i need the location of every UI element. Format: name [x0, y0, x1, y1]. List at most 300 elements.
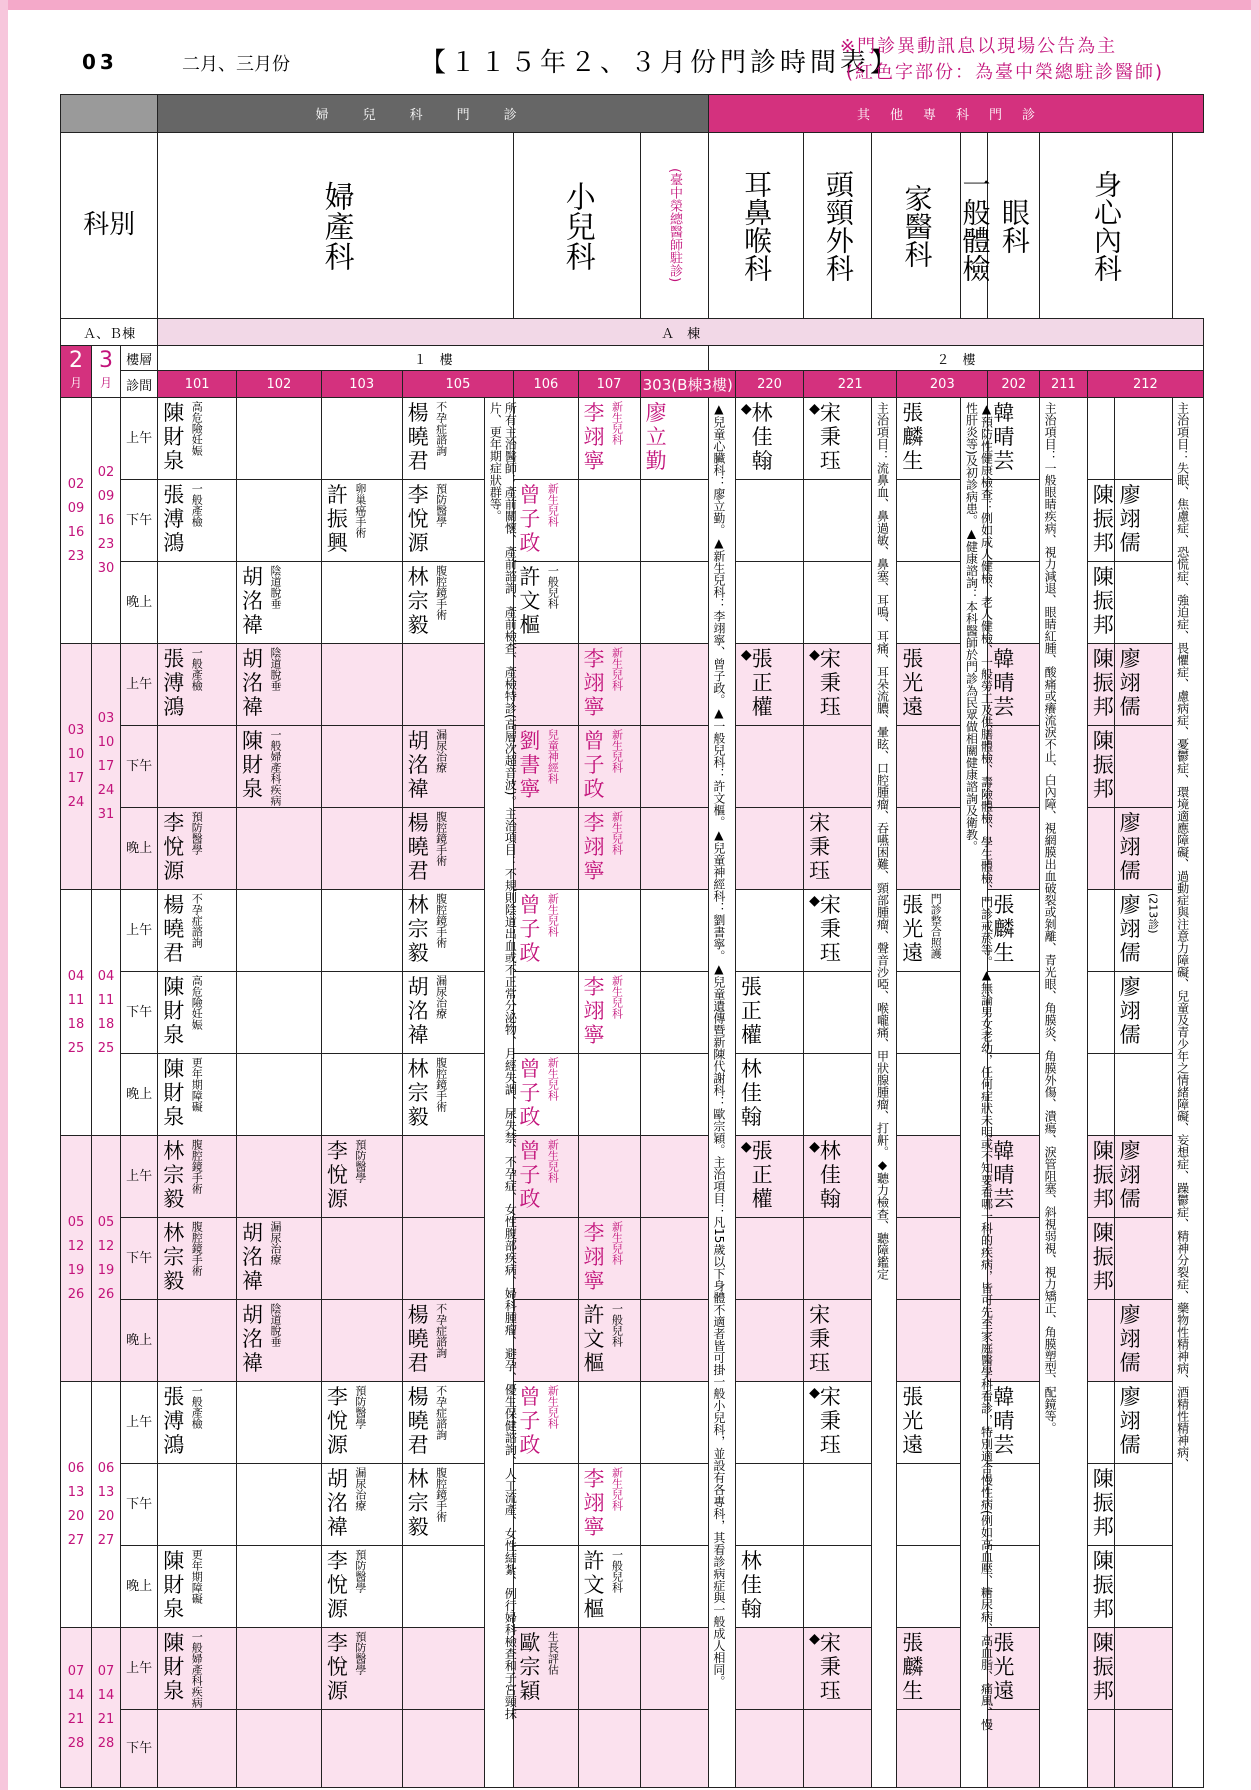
doctor-name: 林佳翰: [740, 1057, 762, 1129]
session-am: 上午: [121, 1382, 158, 1464]
psych-notes: [1172, 398, 1203, 1788]
slot-101-wed-am: [158, 890, 236, 971]
slot-106-fri-am: [514, 1382, 577, 1463]
service-tag: 新生兒科: [546, 1385, 560, 1429]
dept-peds: 小兒科: [514, 133, 640, 319]
doctor-name: 劉書寧: [519, 729, 541, 801]
doctor-name: 許文樞: [519, 565, 541, 637]
service-tag: 新生兒科: [546, 1139, 560, 1183]
slot-211-thu-pm: [1088, 1218, 1114, 1293]
service-tag: 陰道脫垂: [268, 565, 282, 609]
doctor-name: 胡洺褘: [407, 729, 429, 801]
session-eve: 晚上: [121, 1300, 158, 1382]
doctor-name: 林宗毅: [407, 893, 429, 965]
doctor-name: 陳財泉: [163, 1549, 185, 1621]
slot-203-wed-am: [897, 890, 960, 971]
doctor-name: 胡洺褘: [241, 647, 263, 719]
session-pm: 下午: [121, 1464, 158, 1546]
slot-106-mon-pm: [514, 480, 577, 561]
slot-102-tue-am: [237, 644, 321, 725]
slot-102-tue-pm: [237, 726, 321, 807]
slot-202-fri-am: [988, 1382, 1039, 1457]
dates-mar-fri: 06 13 20 27: [92, 1382, 121, 1628]
slot-107-tue-eve: [579, 808, 640, 889]
doctor-name: 廖翊儒: [1119, 1139, 1141, 1211]
doctor-name: 陳財泉: [163, 401, 185, 473]
slot-106-sat-am: [514, 1628, 577, 1709]
slot-105-mon-pm: [403, 480, 485, 561]
doctor-name: 張麟生: [993, 893, 1015, 965]
doctor-name: 李悅源: [326, 1549, 348, 1621]
doctor-name: 許文樞: [583, 1303, 605, 1375]
slot-220-wed-eve: [736, 1054, 803, 1129]
doctor-name: 曾子政: [519, 893, 541, 965]
ent-note-text: 主治項目：流鼻血、鼻過敏、鼻塞、耳鳴、耳痛、耳朵流膿、暈眩、口腔腫瘤、吞嚥困難、頸部腫瘤、聲音沙啞、喉嚨痛、甲狀腺腫瘤、打鼾。◆聽力檢查、聽障鑑定: [875, 402, 890, 1280]
slot-220-thu-am: ◆ 張正權: [736, 1136, 803, 1211]
slot-103-mon-pm: [322, 480, 402, 561]
slot-212-thu-eve: [1115, 1300, 1172, 1375]
doctor-name: 張溥鴻: [163, 647, 185, 719]
service-tag: 新生兒科: [546, 1057, 560, 1101]
service-tag: 新生兒科: [610, 975, 624, 1019]
doctor-name: 廖翊儒: [1119, 1385, 1141, 1457]
doctor-name: 曾子政: [519, 1057, 541, 1129]
floor-1: １ 樓: [158, 346, 709, 371]
slot-105-tue-eve: [403, 808, 485, 889]
slot-203-sat-am: [897, 1628, 960, 1703]
service-tag: 新生兒科: [610, 811, 624, 855]
slot-221-thu-eve: [804, 1300, 871, 1375]
slot-103-sat-am: [322, 1628, 402, 1709]
slot-211-mon-eve: [1088, 562, 1114, 637]
slot-220-wed-pm: [736, 972, 803, 1047]
slot-101-fri-eve: [158, 1546, 236, 1627]
slot-107-tue-am: [579, 644, 640, 725]
floor-2: ２ 樓: [708, 346, 1203, 371]
eye-note-text: 主治項目：一般眼睛疾病、視力減退、眼睛紅腫、酸痛或癢流淚不止、白內障、視網膜出血破裂或剝離、青光眼、角膜炎、角膜外傷、潰瘍、淚管阻塞、斜視弱視、視力矯正、角膜塑型、配鏡等。: [1043, 402, 1058, 1434]
doctor-name: 張正權: [751, 1139, 773, 1211]
doctor-name: 李翊寧: [583, 1467, 605, 1539]
slot-103-fri-pm: [322, 1464, 402, 1545]
slot-211-tue-pm: [1088, 726, 1114, 801]
service-tag: 門診整合照護: [929, 893, 943, 959]
dates-mar-tue: 03 10 17 24 31: [92, 644, 121, 890]
dates-feb-fri: 06 13 20 27: [61, 1382, 92, 1628]
dates-mar-sat: 07 14 21 28: [92, 1628, 121, 1788]
doctor-name: 胡洺褘: [241, 1303, 263, 1375]
dates-mar-thu: 05 12 19 26: [92, 1136, 121, 1382]
room-103: 103: [321, 371, 402, 398]
slot-105-wed-am: [403, 890, 485, 971]
service-tag: (213診): [1146, 893, 1160, 934]
notice-2: (紅色字部份：為臺中榮總駐診醫師): [846, 62, 1165, 83]
room-212: 212: [1087, 371, 1203, 398]
doctor-name: 林宗毅: [407, 1057, 429, 1129]
dates-feb-wed: 04 11 18 25: [61, 890, 92, 1136]
service-tag: 一般兒科: [610, 1303, 624, 1347]
slot-102-mon-eve: [237, 562, 321, 643]
doctor-name: 李悅源: [326, 1631, 348, 1703]
doctor-name: 宋秉珏: [819, 1631, 841, 1703]
session-pm: 下午: [121, 726, 158, 808]
service-tag: 陰道脫垂: [268, 647, 282, 691]
service-tag: 一般產檢: [190, 647, 204, 691]
slot-101-thu-pm: [158, 1218, 236, 1299]
doctor-name: 陳財泉: [163, 1631, 185, 1703]
doctor-name: 韓晴芸: [993, 647, 1015, 719]
ent-notes: [872, 398, 897, 1788]
doctor-name: 廖翊儒: [1119, 893, 1141, 965]
doctor-name: 陳財泉: [241, 729, 263, 801]
month-3: 3: [99, 347, 114, 373]
session-am: 上午: [121, 890, 158, 972]
doctor-name: 李悅源: [407, 483, 429, 555]
session-am: 上午: [121, 1136, 158, 1218]
doctor-name: 宋秉珏: [819, 893, 841, 965]
slot-106-thu-am: [514, 1136, 577, 1217]
dept-obgyn: 婦產科: [158, 133, 514, 319]
dept-eye: 眼科: [988, 133, 1040, 319]
dept-family: 家醫科: [872, 133, 961, 319]
service-tag: 預防醫學: [190, 811, 204, 855]
dept-checkup: 一般體檢: [961, 133, 988, 319]
service-tag: 高危險妊娠: [190, 401, 204, 456]
session-am: 上午: [121, 644, 158, 726]
dept-psych: 身心內科: [1040, 133, 1172, 319]
slot-105-wed-eve: [403, 1054, 485, 1135]
service-tag: 新生兒科: [610, 729, 624, 773]
doctor-name: 韓晴芸: [993, 1385, 1015, 1457]
doctor-name: 曾子政: [519, 1385, 541, 1457]
session-pm: 下午: [121, 1218, 158, 1300]
doctor-name: 李悅源: [326, 1385, 348, 1457]
session-eve: 晚上: [121, 1546, 158, 1628]
service-tag: 新生兒科: [610, 1221, 624, 1265]
doctor-name: 陳振邦: [1092, 1631, 1114, 1703]
service-tag: 腹腔鏡手術: [434, 1057, 448, 1112]
doctor-name: 張光遠: [902, 893, 924, 965]
slot-105-wed-pm: [403, 972, 485, 1053]
dates-mar-wed: 04 11 18 25: [92, 890, 121, 1136]
slot-220-mon-am: ◆ 林佳翰: [736, 398, 803, 473]
doctor-name: 陳振邦: [1092, 483, 1114, 555]
doctor-name: 張麟生: [902, 401, 924, 473]
doctor-name: 宋秉珏: [809, 1303, 831, 1375]
slot-107-thu-pm: [579, 1218, 640, 1299]
slot-102-thu-eve: [237, 1300, 321, 1381]
doctor-name: 林宗毅: [407, 1467, 429, 1539]
session-eve: 晚上: [121, 1054, 158, 1136]
slot-211-tue-am: [1088, 644, 1114, 719]
doctor-name: 張光遠: [902, 1385, 924, 1457]
slot-211-thu-am: [1088, 1136, 1114, 1211]
service-tag: 預防醫學: [434, 483, 448, 527]
dept-neuro: 頭頸外科: [804, 133, 872, 319]
service-tag: 腹腔鏡手術: [190, 1221, 204, 1276]
slot-105-thu-eve: [403, 1300, 485, 1381]
service-tag: 更年期障礙: [190, 1057, 204, 1112]
slot-105-tue-pm: [403, 726, 485, 807]
dates-feb-sat: 07 14 21 28: [61, 1628, 92, 1788]
floor-label: 樓層: [121, 346, 158, 371]
dates-feb-thu: 05 12 19 26: [61, 1136, 92, 1382]
doctor-name: 廖翊儒: [1119, 647, 1141, 719]
doctor-name: 林佳翰: [751, 401, 773, 473]
page-title: 【１１５年２、３月份門診時間表】: [420, 48, 901, 78]
family-notes: [961, 398, 994, 1788]
doctor-name: 林宗毅: [163, 1221, 185, 1293]
service-tag: 一般兒科: [546, 565, 560, 609]
slot-101-wed-pm: [158, 972, 236, 1053]
obgyn-notes: [485, 398, 518, 1788]
doctor-name: 廖翊儒: [1119, 1303, 1141, 1375]
doctor-name: 陳財泉: [163, 1057, 185, 1129]
service-tag: 預防醫學: [353, 1139, 367, 1183]
session-am: 上午: [121, 398, 158, 480]
month-3-header: [92, 346, 121, 398]
month-2: 2: [69, 347, 84, 373]
doctor-name: 廖翊儒: [1119, 811, 1141, 883]
slot-103-fri-eve: [322, 1546, 402, 1627]
room-220: 220: [735, 371, 803, 398]
service-tag: 腹腔鏡手術: [434, 811, 448, 866]
slot-211-sat-am: [1088, 1628, 1114, 1703]
slot-202-sat-am: [988, 1628, 1039, 1703]
dept-peds-note: (臺中榮總醫師駐診): [640, 133, 708, 319]
service-tag: 一般婦產科疾病: [190, 1631, 204, 1708]
slot-101-tue-eve: [158, 808, 236, 889]
dates-feb-mon: 02 09 16 23: [61, 398, 92, 644]
slot-107-fri-eve: [579, 1546, 640, 1627]
slot-212-wed-pm: [1115, 972, 1172, 1047]
slot-221-fri-am: ◆ 宋秉珏: [804, 1382, 871, 1457]
slot-106-tue-pm: [514, 726, 577, 807]
doctor-name: 宋秉珏: [819, 647, 841, 719]
doctor-name: 張溥鴻: [163, 1385, 185, 1457]
doctor-name: 許振興: [326, 483, 348, 555]
room-106: 106: [514, 371, 578, 398]
service-tag: 一般產檢: [190, 483, 204, 527]
slot-211-mon-pm: [1088, 480, 1114, 555]
slot-101-thu-am: [158, 1136, 236, 1217]
service-tag: 新生兒科: [546, 483, 560, 527]
service-tag: 漏尿治療: [434, 729, 448, 773]
slot-212-thu-am: [1115, 1136, 1172, 1211]
slot-221-sat-am: ◆ 宋秉珏: [804, 1628, 871, 1703]
slot-303-mon-am: [641, 398, 708, 473]
doctor-name: 胡洺褘: [241, 565, 263, 637]
page-months: 二月、三月份: [182, 54, 290, 75]
doctor-name: 陳財泉: [163, 975, 185, 1047]
month-unit: 月: [100, 375, 113, 390]
session-eve: 晚上: [121, 562, 158, 644]
slot-102-thu-pm: [237, 1218, 321, 1299]
corner-cell: [61, 95, 158, 133]
slot-106-wed-am: [514, 890, 577, 971]
peds-notes: [708, 398, 735, 1788]
service-tag: 卵巢癌手術: [353, 483, 367, 538]
slot-105-mon-eve: [403, 562, 485, 643]
service-tag: 新生兒科: [610, 401, 624, 445]
doctor-name: 陳振邦: [1092, 565, 1114, 637]
slot-221-wed-am: ◆ 宋秉珏: [804, 890, 871, 965]
psych-note-text: 主治項目：失眠、焦慮症、恐慌症、強迫症、畏懼症、慮病症、憂鬱症、環境適應障礙、過動症與注意力障礙、兒童及青少年之情緒障礙、妄想症、躁鬱症、精神分裂症、藥物性精神病、酒精性精神病、: [1175, 402, 1190, 1470]
doctor-name: 歐宗穎: [519, 1631, 541, 1703]
service-tag: 腹腔鏡手術: [190, 1139, 204, 1194]
service-tag: 腹腔鏡手術: [434, 893, 448, 948]
slot-212-fri-am: [1115, 1382, 1172, 1457]
slot-212-tue-am: [1115, 644, 1172, 719]
slot-202-thu-am: [988, 1136, 1039, 1211]
service-tag: 預防醫學: [353, 1631, 367, 1675]
service-tag: 生長評估: [546, 1631, 560, 1675]
doctor-name: 廖翊儒: [1119, 975, 1141, 1047]
room-202: 202: [988, 371, 1040, 398]
slot-107-fri-pm: [579, 1464, 640, 1545]
doctor-name: 陳振邦: [1092, 1467, 1114, 1539]
session-am: 上午: [121, 1628, 158, 1710]
slot-101-mon-pm: [158, 480, 236, 561]
service-tag: 更年期障礙: [190, 1549, 204, 1604]
service-tag: 不孕症諮詢: [434, 1385, 448, 1440]
slot-202-tue-am: [988, 644, 1039, 719]
slot-211-fri-eve: [1088, 1546, 1114, 1621]
schedule-table: [60, 94, 1204, 1788]
doctor-name: 李翊寧: [583, 401, 605, 473]
doctor-name: 曾子政: [519, 1139, 541, 1211]
doctor-name: 曾子政: [519, 483, 541, 555]
service-tag: 新生兒科: [610, 1467, 624, 1511]
room-211: 211: [1040, 371, 1088, 398]
room-107: 107: [578, 371, 640, 398]
doctor-name: 陳振邦: [1092, 1221, 1114, 1293]
doctor-name: 林宗毅: [163, 1139, 185, 1211]
slot-212-tue-eve: [1115, 808, 1172, 883]
doctor-name: 林佳翰: [740, 1549, 762, 1621]
service-tag: 漏尿治療: [434, 975, 448, 1019]
session-pm: 下午: [121, 480, 158, 562]
doctor-name: 楊曉君: [407, 811, 429, 883]
doctor-name: 李翊寧: [583, 975, 605, 1047]
slot-203-mon-am: [897, 398, 960, 473]
doctor-name: 陳振邦: [1092, 729, 1114, 801]
slot-101-sat-am: [158, 1628, 236, 1709]
slot-105-fri-am: [403, 1382, 485, 1463]
doctor-name: 曾子政: [583, 729, 605, 801]
doctor-name: 林佳翰: [819, 1139, 841, 1211]
session-pm: 下午: [121, 972, 158, 1054]
slot-101-fri-am: [158, 1382, 236, 1463]
doctor-name: 李翊寧: [583, 811, 605, 883]
building-label: Ａ、Ｂ棟: [61, 319, 158, 346]
slot-211-fri-pm: [1088, 1464, 1114, 1539]
doctor-name: 許文樞: [583, 1549, 605, 1621]
group-header-other: 其他專科門診: [708, 95, 1203, 133]
doctor-name: 林宗毅: [407, 565, 429, 637]
doctor-name: 張溥鴻: [163, 483, 185, 555]
service-tag: 一般婦產科疾病: [268, 729, 282, 806]
room-221: 221: [804, 371, 897, 398]
slot-220-tue-am: ◆ 張正權: [736, 644, 803, 719]
service-tag: 預防醫學: [353, 1385, 367, 1429]
doctor-name: 李悅源: [163, 811, 185, 883]
doctor-name: 韓晴芸: [993, 401, 1015, 473]
page-number: 03: [82, 50, 118, 74]
doctor-name: 張光遠: [902, 647, 924, 719]
service-tag: 不孕症諮詢: [434, 1303, 448, 1358]
doctor-name: 張正權: [740, 975, 762, 1047]
slot-107-wed-pm: [579, 972, 640, 1053]
obgyn-note-text: 所有主治醫師：產前關懷、產前諮詢、產前檢查、產檢特診(高層次超音波)。主治項目：不規則陰道出血或不正常分泌物、月經失調、尿失禁、不孕症、女性腹部疾病、婦科腫瘤、避孕、優生保健諮詢、人工流產、女性結紮、例行婦科檢查和子宮頸抹片、更年期症狀群等。: [488, 402, 518, 1720]
doctor-name: 胡洺褘: [241, 1221, 263, 1293]
slot-202-mon-am: [988, 398, 1039, 473]
service-tag: 預防醫學: [353, 1549, 367, 1593]
slot-103-thu-am: [322, 1136, 402, 1217]
doctor-name: 陳振邦: [1092, 1139, 1114, 1211]
doctor-name: 宋秉珏: [809, 811, 831, 883]
family-note-text: ▲預防性健康檢查：例如成人健檢、老人健檢、一般勞工及供膳體檢、壽險體檢、學生體檢、門診戒菸等。▲無論男女老幼，任何症狀未明或不知要看哪一科的疾病，皆可先至家庭醫學科看診，特別適合慢性病(例如高血壓、糖尿病、高血脂、痛風、慢性肝炎等)及初診病患。▲健康諮詢：本科醫師於門診為民眾做相關健康諮詢及衛教。: [964, 402, 994, 1731]
doctor-name: 楊曉君: [407, 1303, 429, 1375]
slot-203-tue-am: [897, 644, 960, 719]
dept-label: 科別: [61, 133, 158, 319]
doctor-name: 宋秉珏: [819, 401, 841, 473]
service-tag: 陰道脫垂: [268, 1303, 282, 1347]
room-203: 203: [897, 371, 988, 398]
service-tag: 腹腔鏡手術: [434, 1467, 448, 1522]
doctor-name: 宋秉珏: [819, 1385, 841, 1457]
slot-106-wed-eve: [514, 1054, 577, 1135]
service-tag: 兒童神經科: [546, 729, 560, 784]
doctor-name: 楊曉君: [407, 401, 429, 473]
doctor-name: 李翊寧: [583, 647, 605, 719]
dates-feb-tue: 03 10 17 24: [61, 644, 92, 890]
building-value: Ａ 棟: [158, 319, 1204, 346]
service-tag: 漏尿治療: [268, 1221, 282, 1265]
doctor-name: 張光遠: [993, 1631, 1015, 1703]
session-pm: 下午: [121, 1710, 158, 1788]
slot-221-tue-am: ◆ 宋秉珏: [804, 644, 871, 719]
slot-221-mon-am: ◆ 宋秉珏: [804, 398, 871, 473]
doctor-name: 張麟生: [902, 1631, 924, 1703]
dept-ent: 耳鼻喉科: [708, 133, 803, 319]
slot-212-wed-am: [1115, 890, 1172, 971]
notice-1: ※門診異動訊息以現場公告為主: [840, 36, 1118, 57]
doctor-name: 胡洺褘: [326, 1467, 348, 1539]
service-tag: 一般產檢: [190, 1385, 204, 1429]
doctor-name: 楊曉君: [407, 1385, 429, 1457]
service-tag: 不孕症諮詢: [190, 893, 204, 948]
dates-mar-mon: 02 09 16 23 30: [92, 398, 121, 644]
service-tag: 漏尿治療: [353, 1467, 367, 1511]
doctor-name: 李悅源: [326, 1139, 348, 1211]
month-2-header: [61, 346, 92, 398]
slot-105-mon-am: [403, 398, 485, 479]
room-105: 105: [402, 371, 514, 398]
doctor-name: 廖翊儒: [1119, 483, 1141, 555]
doctor-name: 韓晴芸: [993, 1139, 1015, 1211]
service-tag: 新生兒科: [610, 647, 624, 691]
slot-101-wed-eve: [158, 1054, 236, 1135]
service-tag: 高危險妊娠: [190, 975, 204, 1030]
doctor-name: 陳振邦: [1092, 647, 1114, 719]
page-header: [60, 28, 1250, 88]
slot-202-wed-am: [988, 890, 1039, 965]
slot-101-tue-am: [158, 644, 236, 725]
service-tag: 不孕症諮詢: [434, 401, 448, 456]
doctor-name: 胡洺褘: [407, 975, 429, 1047]
room-303: 303(B棟3樓): [640, 371, 735, 398]
room-label: 診間: [121, 371, 158, 398]
